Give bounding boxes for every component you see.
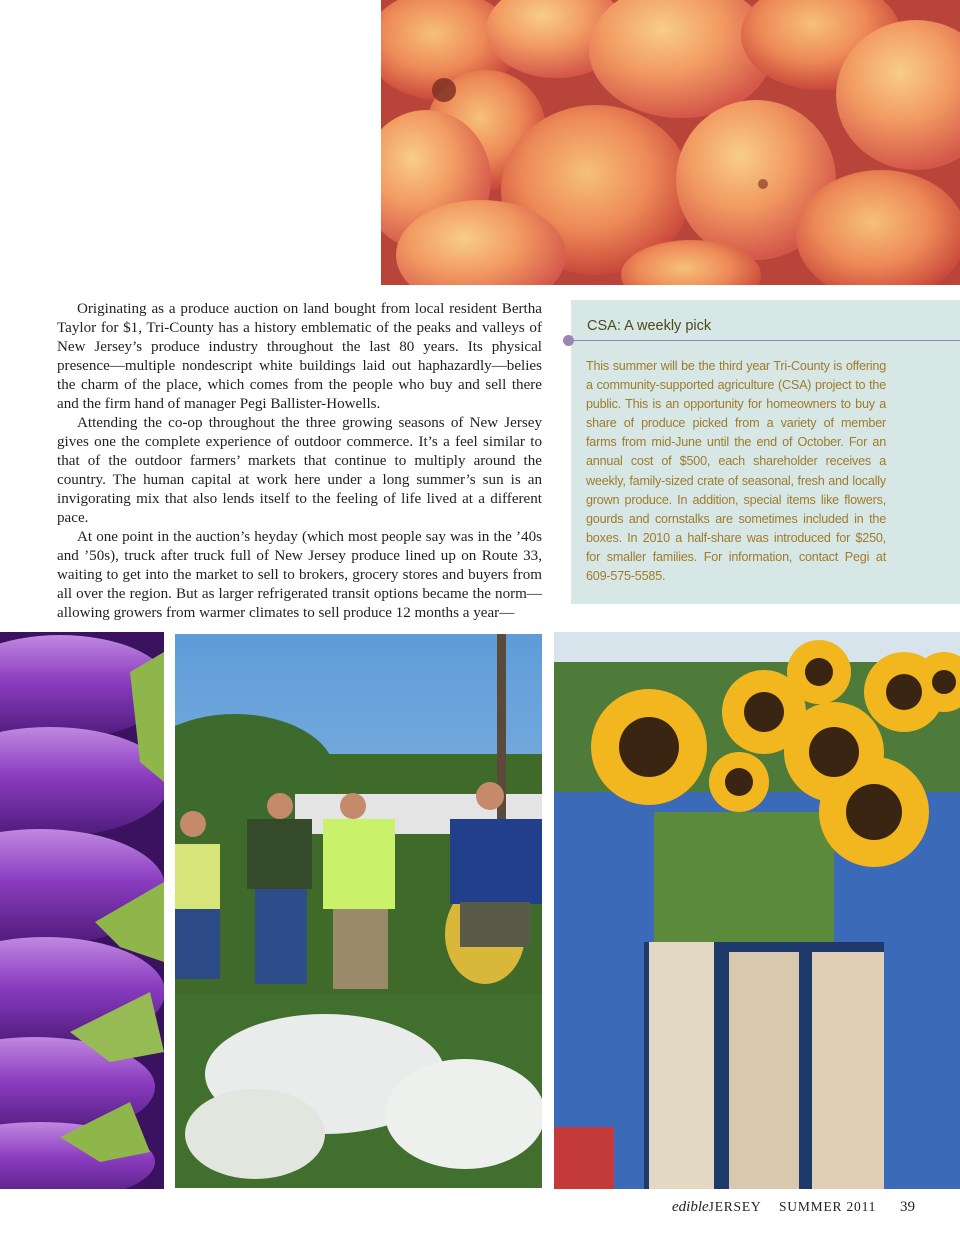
sidebar-body: This summer will be the third year Tri-County is offering a community-supported agriculture (CSA) project to the public. This is an opportunity for homeowners to buy a share of produce picked from a variety of member farms from mid-June until the end of October. For an annual cost of $500, each shareholder receives a weekly, family-sized crate of seasonal, fresh and locally grown produce. In addition, special items like flowers, gourds and cornstalks are sometimes included in the boxes. In 2010 a half-share was introduced for $250, for smaller families. For information, contact Pegi at 609-575-5585.	[586, 359, 886, 584]
peaches-photo	[381, 0, 960, 285]
article-body	[57, 300, 542, 623]
sidebar-bullet-dot	[563, 335, 574, 346]
article-paragraph: Attending the co-op throughout the three growing seasons of New Jersey gives one the complete experience of outdoor commerce. It’s a feel similar to that of the outdoor farmers’ markets that continue to multiply around the country. The human capital at work here under a long summer’s sun is an invigorating mix that also lends itself to the feeling of life lived at a different pace.	[57, 415, 542, 526]
sidebar-divider	[571, 340, 960, 341]
nursery-group-photo	[175, 634, 542, 1188]
page-number: 39	[900, 1199, 915, 1215]
page-footer	[672, 1199, 922, 1216]
article-paragraph: Originating as a produce auction on land bought from local resident Bertha Taylor for $1, Tri-County has a history emblematic of the peaks and valleys of New Jersey’s produce industry throughout the last 80 years. Its physical presence—multiple nondescript white buildings laid out haphazardly—belies the charm of the place, which comes from the people who buy and sell there and the firm hand of manager Pegi Ballister-Howells.	[57, 301, 542, 412]
eggplants-photo	[0, 632, 164, 1189]
magazine-prefix: edible	[672, 1199, 709, 1215]
csa-sidebar	[571, 300, 960, 604]
article-paragraph: At one point in the auction’s heyday (which most people say was in the ’40s and ’50s), truck after truck full of New Jersey produce lined up on Route 33, waiting to get into the market to sell to brokers, grocery stores and buyers from all over the region. But as larger refrigerated transit options became the norm—allowing growers from warmer climates to sell produce 12 months a year—	[57, 529, 542, 621]
magazine-name: JERSEY	[708, 1199, 762, 1214]
issue-label: SUMMER 2011	[779, 1199, 877, 1214]
sidebar-title: CSA: A weekly pick	[587, 318, 712, 334]
sunflowers-crate-photo	[554, 632, 960, 1189]
